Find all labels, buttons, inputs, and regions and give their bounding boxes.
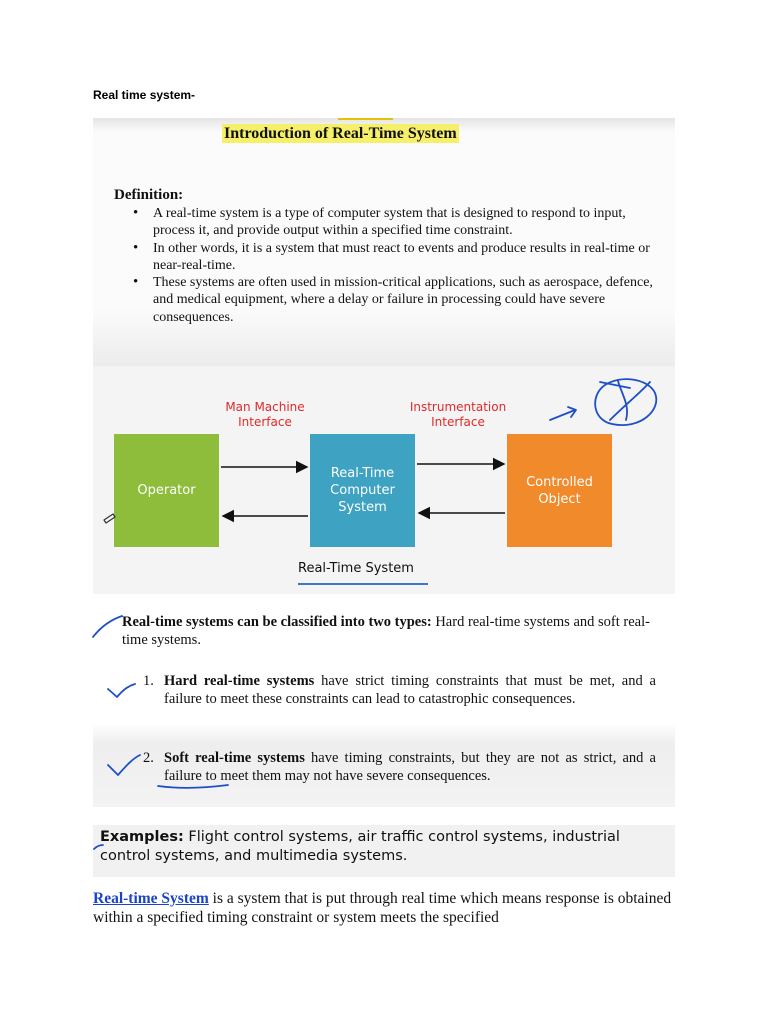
definition-bullet: • In other words, it is a system that must react to events and produce results in real-time or near-real-time. xyxy=(133,240,661,275)
diagram-caption: Real-Time System xyxy=(298,561,414,576)
hard-rt-bold: Hard real-time systems xyxy=(164,673,315,689)
caption-underline xyxy=(298,583,428,585)
soft-rt-bold: Soft real-time systems xyxy=(164,750,305,766)
examples-text xyxy=(100,828,670,866)
soft-rt-item xyxy=(164,749,656,785)
intro-title: Introduction of Real-Time System xyxy=(224,125,457,142)
instrumentation-interface-label: Instrumentation Interface xyxy=(409,400,507,429)
hard-rt-rest: have strict timing constraints that must be met, and a failure to meet these constraints can lead to catastrophic consequences. xyxy=(164,673,656,707)
controlled-object-label: Controlled Object xyxy=(526,474,593,507)
examples-rest: Flight control systems, air traffic control systems, industrial control systems, and multimedia systems. xyxy=(100,829,620,864)
definition-bullet: • These systems are often used in mission-critical applications, such as aerospace, defence, and medical equipment, where a delay or failure in processing could have severe consequences. xyxy=(133,274,661,326)
item-number: 2. xyxy=(143,750,154,766)
classification-intro-rest: Hard real-time systems and soft real-time systems. xyxy=(122,614,650,648)
soft-rt-rest: have timing constraints, but they are not as strict, and a failure to meet them may not have severe consequences. xyxy=(164,750,656,784)
definition-label: Definition: xyxy=(114,187,184,203)
diagram-arrows xyxy=(93,366,675,594)
examples-panel xyxy=(93,825,675,877)
intro-panel xyxy=(93,118,675,366)
definition-list xyxy=(133,205,661,326)
hard-rt-item xyxy=(164,672,656,708)
classification-intro xyxy=(122,613,657,649)
title-highlight-mark xyxy=(338,118,393,120)
man-machine-interface-label: Man Machine Interface xyxy=(225,400,305,429)
body-paragraph-rest: is a system that is put through real time which means response is obtained within a specified timing constraint or system meets the specified xyxy=(93,890,672,926)
rtcs-box-label: Real-Time Computer System xyxy=(330,466,395,515)
classification-panel xyxy=(93,594,675,807)
page-heading: Real time system- xyxy=(93,88,196,102)
classification-intro-bold: Real-time systems can be classified into two types: xyxy=(122,614,432,630)
item-number: 1. xyxy=(143,673,154,689)
operator-box-label: Operator xyxy=(137,483,196,498)
body-paragraph xyxy=(93,889,678,927)
real-time-system-link[interactable]: Real-time System xyxy=(93,890,209,907)
diagram-panel xyxy=(93,366,675,594)
definition-bullet: • A real-time system is a type of computer system that is designed to respond to input, process it, and provide output within a specified time constraint. xyxy=(133,205,661,240)
examples-bold: Examples: xyxy=(100,829,184,845)
